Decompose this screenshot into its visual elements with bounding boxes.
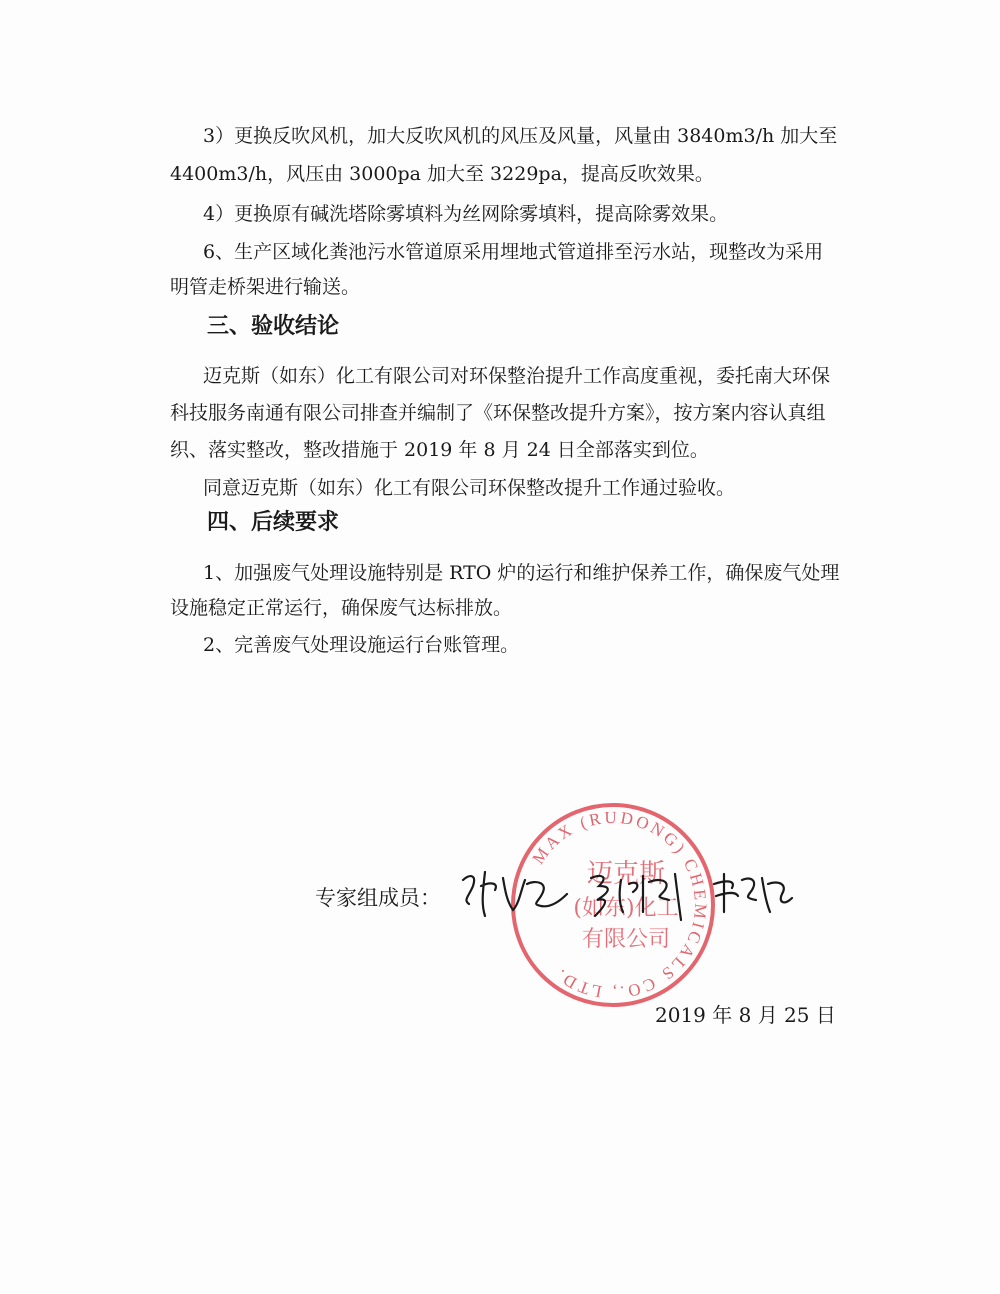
svg-text:(如东)化工: (如东)化工: [573, 896, 679, 921]
signature-1: [455, 860, 575, 930]
text-line: 3）更换反吹风机，加大反吹风机的风压及风量，风量由 3840m3/h 加大至: [203, 125, 838, 147]
svg-text:有限公司: 有限公司: [581, 927, 671, 952]
text-line: 迈克斯（如东）化工有限公司对环保整治提升工作高度重视，委托南大环保: [203, 365, 831, 387]
text-line: 设施稳定正常运行，确保废气达标排放。: [170, 597, 513, 619]
signature-3: [708, 862, 798, 932]
text-line: 6、生产区域化粪池污水管道原采用埋地式管道排至污水站，现整改为采用: [203, 241, 824, 263]
text-line: 明管走桥架进行输送。: [170, 276, 361, 298]
text-line: 1、加强废气处理设施特别是 RTO 炉的运行和维护保养工作，确保废气处理: [203, 562, 840, 584]
text-line: 4）更换原有碱洗塔除雾填料为丝网除雾填料，提高除雾效果。: [203, 203, 729, 225]
text-line: 2、完善废气处理设施运行台账管理。: [203, 634, 520, 656]
svg-text:MAX (RUDONG) CHEMICALS CO., LT: MAX (RUDONG) CHEMICALS CO., LTD.: [528, 807, 711, 1003]
text-line: 科技服务南通有限公司排查并编制了《环保整改提升方案》，按方案内容认真组: [170, 402, 826, 424]
section-heading-followup: 四、后续要求: [207, 510, 340, 535]
document-date: 2019 年 8 月 25 日: [655, 1003, 836, 1027]
text-line: 同意迈克斯（如东）化工有限公司环保整改提升工作通过验收。: [203, 477, 736, 499]
expert-group-label: 专家组成员：: [315, 886, 441, 910]
signature-2: [585, 860, 705, 930]
text-line: 4400m3/h，风压由 3000pa 加大至 3229pa，提高反吹效果。: [170, 163, 714, 185]
svg-text:迈克斯: 迈克斯: [586, 859, 666, 889]
text-line: 织、落实整改，整改措施于 2019 年 8 月 24 日全部落实到位。: [170, 439, 709, 461]
section-heading-conclusion: 三、验收结论: [207, 314, 340, 339]
